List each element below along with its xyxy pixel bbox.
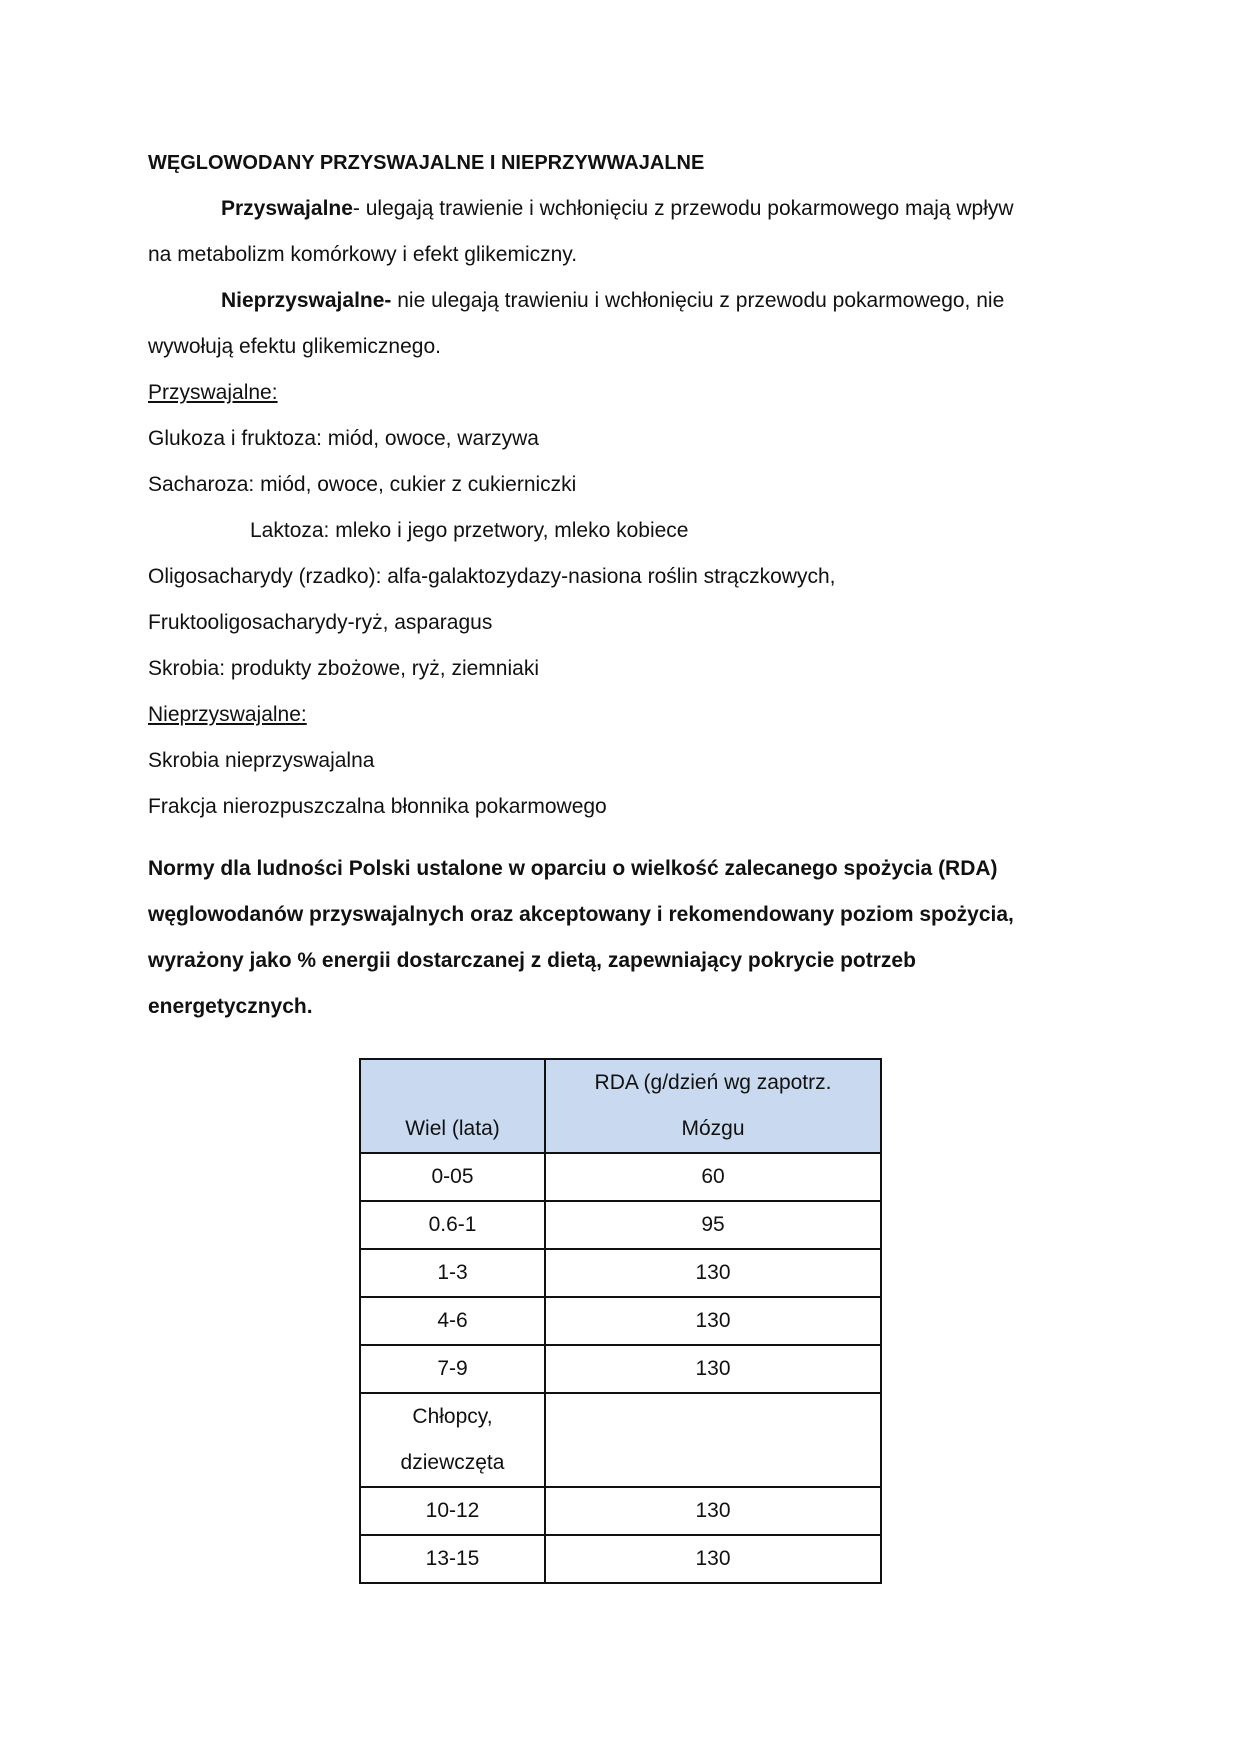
cell-age-line-1: Chłopcy, bbox=[412, 1405, 493, 1428]
header-age bbox=[360, 1059, 545, 1153]
list-item: Skrobia: produkty zbożowe, ryż, ziemniaki bbox=[148, 657, 539, 680]
norms-line: węglowodanów przyswajalnych oraz akceptowany i rekomendowany poziom spożycia, bbox=[148, 903, 1014, 926]
table-row bbox=[360, 1201, 881, 1249]
header-rda-label-2: Mózgu bbox=[681, 1117, 745, 1140]
cell-rda: 130 bbox=[545, 1535, 881, 1583]
cell-rda: 130 bbox=[545, 1345, 881, 1393]
definition-przyswajalne-text-1: - ulegają trawienie i wchłonięciu z przewodu pokarmowego mają wpływ bbox=[352, 197, 1014, 220]
list-item: Oligosacharydy (rzadko): alfa-galaktozydazy-nasiona roślin strączkowych, bbox=[148, 565, 836, 588]
cell-rda: 60 bbox=[545, 1153, 881, 1201]
table-row bbox=[360, 1249, 881, 1297]
table-row bbox=[360, 1393, 881, 1487]
term-przyswajalne: Przyswajalne bbox=[221, 197, 353, 220]
cell-age: 0-05 bbox=[360, 1153, 545, 1201]
cell-rda bbox=[545, 1393, 881, 1487]
definition-przyswajalne-line-1 bbox=[148, 186, 1098, 232]
list-item: Glukoza i fruktoza: miód, owoce, warzywa bbox=[148, 427, 539, 450]
norms-line: energetycznych. bbox=[148, 995, 313, 1018]
nieprzyswajalne-heading: Nieprzyswajalne: bbox=[148, 703, 307, 726]
table-header-row bbox=[360, 1059, 881, 1153]
list-item: Skrobia nieprzyswajalna bbox=[148, 749, 375, 772]
cell-rda: 130 bbox=[545, 1487, 881, 1535]
list-item: Fruktooligosacharydy-ryż, asparagus bbox=[148, 611, 493, 634]
definition-przyswajalne-line-2: na metabolizm komórkowy i efekt glikemiczny. bbox=[148, 243, 578, 266]
document-body bbox=[148, 140, 1098, 1030]
rda-table bbox=[359, 1058, 882, 1584]
norms-line: wyrażony jako % energii dostarczanej z dietą, zapewniający pokrycie potrzeb bbox=[148, 949, 916, 972]
header-age-label: Wiel (lata) bbox=[405, 1117, 500, 1140]
cell-rda: 95 bbox=[545, 1201, 881, 1249]
cell-rda: 130 bbox=[545, 1249, 881, 1297]
cell-age: 4-6 bbox=[360, 1297, 545, 1345]
cell-age: 0.6-1 bbox=[360, 1201, 545, 1249]
cell-age-line-2: dziewczęta bbox=[400, 1451, 505, 1474]
term-nieprzyswajalne: Nieprzyswajalne- bbox=[221, 289, 392, 312]
przyswajalne-heading: Przyswajalne: bbox=[148, 381, 278, 404]
header-rda-label-1: RDA (g/dzień wg zapotrz. bbox=[594, 1071, 832, 1094]
definition-nieprzyswajalne-text-1: nie ulegają trawieniu i wchłonięciu z przewodu pokarmowego, nie bbox=[391, 289, 1005, 312]
document-title: WĘGLOWODANY PRZYSWAJALNE I NIEPRZYWWAJALNE bbox=[148, 152, 705, 174]
list-item: Frakcja nierozpuszczalna błonnika pokarmowego bbox=[148, 795, 607, 818]
cell-age: 10-12 bbox=[360, 1487, 545, 1535]
cell-age: 13-15 bbox=[360, 1535, 545, 1583]
table-row bbox=[360, 1297, 881, 1345]
list-item: Sacharoza: miód, owoce, cukier z cukierniczki bbox=[148, 473, 577, 496]
cell-age: 1-3 bbox=[360, 1249, 545, 1297]
norms-line: Normy dla ludności Polski ustalone w oparciu o wielkość zalecanego spożycia (RDA) bbox=[148, 857, 998, 880]
header-rda bbox=[545, 1059, 881, 1153]
cell-age bbox=[360, 1393, 545, 1487]
cell-rda: 130 bbox=[545, 1297, 881, 1345]
table-row bbox=[360, 1153, 881, 1201]
table-row bbox=[360, 1345, 881, 1393]
list-item: Laktoza: mleko i jego przetwory, mleko kobiece bbox=[250, 519, 689, 542]
norms-paragraph bbox=[148, 846, 1098, 1030]
definition-nieprzyswajalne-line-1 bbox=[148, 278, 1098, 324]
table-row bbox=[360, 1487, 881, 1535]
cell-age: 7-9 bbox=[360, 1345, 545, 1393]
table-row bbox=[360, 1535, 881, 1583]
definition-nieprzyswajalne-line-2: wywołują efektu glikemicznego. bbox=[148, 335, 441, 358]
